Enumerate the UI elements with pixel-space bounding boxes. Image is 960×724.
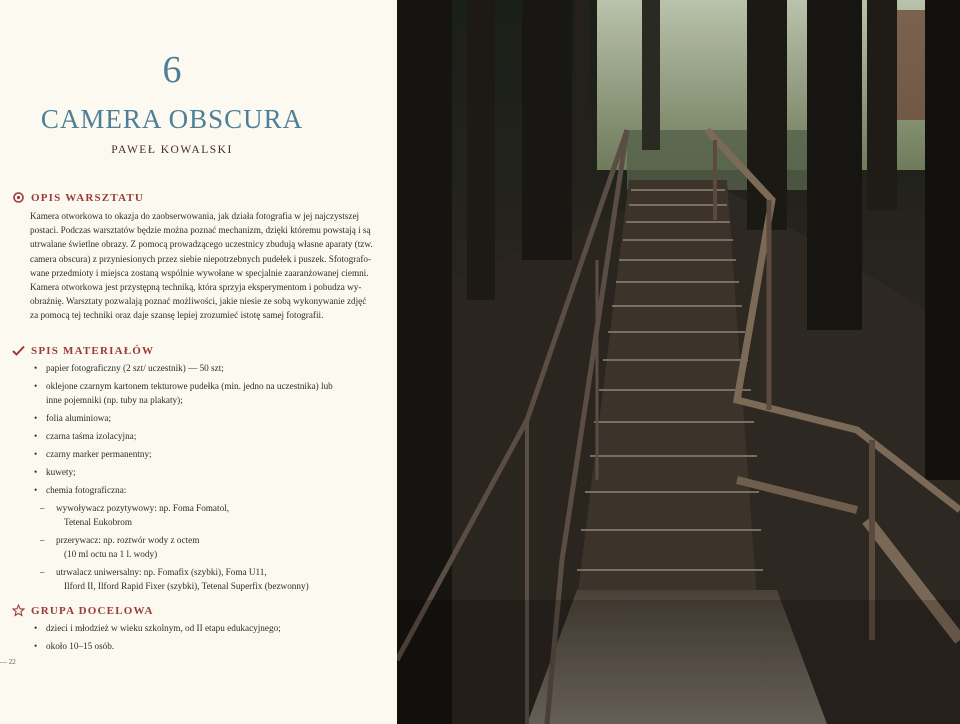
sub-item-text: Tetenal Eukobrom [64, 517, 132, 527]
list-item [30, 379, 350, 407]
paragraph-line: wane przedmioty i miejsca zostaną wspólnie wywołane w specjalnie zaaranżowanej ciemni. [30, 267, 369, 278]
list-item [30, 639, 350, 653]
target-list [30, 621, 350, 653]
list-item-text: chemia fotograficzna: [46, 485, 127, 495]
list-item-text: oklejone czarnym kartonem tekturowe pudełka (min. jedno na uczestnika) lub [46, 381, 333, 391]
list-item-text: około 10–15 osób. [46, 641, 115, 651]
bullet-icon: • [34, 467, 38, 477]
list-item-text: czarna taśma izolacyjna; [46, 431, 137, 441]
list-item-text: kuwety; [46, 467, 76, 477]
dash-icon: – [40, 535, 45, 545]
left-page [0, 0, 397, 724]
list-item [30, 361, 350, 375]
list-item-text: papier fotograficzny (2 szt/ uczestnik) — 50 szt; [46, 363, 224, 373]
paragraph-line: postaci. Podczas warsztatów będzie można poznać mechanizm, dzięki któremu powstają i są [30, 225, 371, 236]
bullet-icon: • [34, 449, 38, 459]
sub-list-item [30, 501, 350, 529]
section-heading-description [12, 191, 144, 204]
paragraph-line: za pomocą tej techniki oraz daje szansę lepiej zrozumieć istotę samej fotografii. [30, 310, 324, 321]
page-number: — 22 [0, 658, 16, 666]
chemistry-sublist [30, 501, 350, 593]
bullet-icon: • [34, 623, 38, 633]
bullet-icon: • [34, 413, 38, 423]
chapter-number: 6 [162, 49, 182, 91]
sub-item-text: wywoływacz pozytywowy: np. Foma Fomatol, [56, 503, 230, 513]
chapter-title: CAMERA OBSCURA [40, 104, 304, 134]
dash-icon: – [40, 503, 45, 513]
list-item [30, 483, 350, 497]
list-item [30, 621, 350, 635]
list-item [30, 447, 350, 461]
list-item-text: folia aluminiowa; [46, 413, 112, 423]
sub-item-text: utrwalacz uniwersalny: np. Fomafix (szybki), Foma U11, [56, 567, 267, 577]
star-icon [12, 604, 25, 617]
paragraph-line: camera obscura) z przyniesionych przez siebie niepotrzebnych pudełek i puszek. Sfotografo- [30, 253, 372, 264]
sub-list-item [30, 533, 350, 561]
bullet-icon: • [34, 485, 38, 495]
bullet-icon: • [34, 381, 38, 391]
section-heading-label: OPIS WARSZTATU [31, 191, 145, 204]
dash-icon: – [40, 567, 45, 577]
list-item-text: inne pojemniki (np. tuby na plakaty); [46, 395, 183, 405]
sub-item-text: przerywacz: np. roztwór wody z octem [56, 535, 200, 545]
section-heading-target [12, 604, 154, 617]
author-name: PAWEŁ KOWALSKI [111, 144, 233, 156]
bullet-icon: • [34, 641, 38, 651]
checkmark-icon [12, 344, 25, 357]
list-item [30, 429, 350, 443]
section-heading-label: SPIS MATERIAŁÓW [31, 344, 155, 357]
bullet-icon: • [34, 363, 38, 373]
paragraph-line: Kamera otworkowa jest przystępną techniką, która sprzyja eksperymentom i pobudza wy- [30, 282, 362, 293]
materials-list [30, 361, 350, 593]
circle-icon [12, 191, 25, 204]
paragraph-line: utrwalane świetlne obrazy. Z pomocą prowadzącego uczestnicy zbudują własne aparaty (tzw. [30, 239, 373, 250]
list-item-text: dzieci i młodzież w wieku szkolnym, od II etapu edukacyjnego; [46, 623, 281, 633]
photo-illustration [397, 0, 960, 724]
section-heading-materials [12, 344, 154, 357]
sub-item-text: (10 ml octu na 1 l. wody) [64, 549, 158, 559]
list-item [30, 411, 350, 425]
list-item-text: czarny marker permanentny; [46, 449, 152, 459]
list-item [30, 465, 350, 479]
sub-list-item [30, 565, 350, 593]
description-paragraph [30, 209, 373, 323]
paragraph-line: Kamera otworkowa to okazja do zaobserwowania, jak działa fotografia w jej najczystszej [30, 211, 360, 221]
bullet-icon: • [34, 431, 38, 441]
forest-stairs-photo [397, 0, 960, 724]
sub-item-text: Ilford II, Ilford Rapid Fixer (szybki), Tetenal Superfix (bezwonny) [64, 581, 309, 591]
paragraph-line: obraźnię. Warsztaty pozwalają poznać możliwości, jakie niesie ze sobą wykonywanie zdjęć [30, 296, 367, 307]
section-heading-label: GRUPA DOCELOWA [31, 604, 154, 617]
